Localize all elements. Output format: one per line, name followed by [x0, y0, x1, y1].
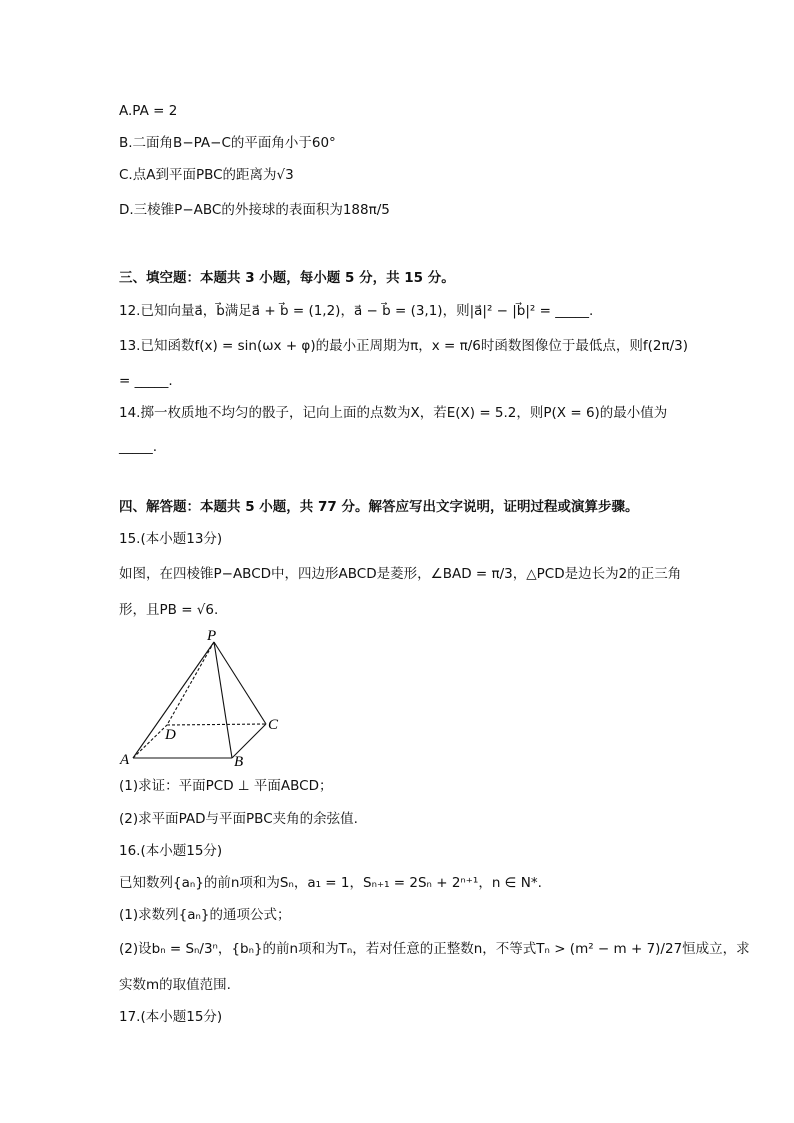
question-15-text-line1: 如图，在四棱锥P−ABCD中，四边形ABCD是菱形，∠BAD = π/3，△PCD是边长为2的正三角	[119, 566, 682, 582]
option-a: A.PA = 2	[119, 103, 178, 119]
question-15-title: 15.(本小题13分)	[119, 531, 223, 547]
question-15-text-line2: 形，且PB = √6.	[119, 602, 219, 618]
question-16-part1: (1)求数列{aₙ}的通项公式；	[119, 907, 291, 923]
option-b: B.二面角B−PA−C的平面角小于60°	[119, 135, 336, 151]
section4-heading: 四、解答题：本题共 5 小题，共 77 分。解答应写出文字说明，证明过程或演算步骤。	[119, 499, 639, 515]
vertex-label-d: D	[165, 727, 176, 743]
vertex-label-a: A	[120, 752, 130, 768]
question-13-line1: 13.已知函数f(x) = sin(ωx + φ)的最小正周期为π，x = π/6时函数图像位于最低点，则f(2π/3)	[119, 338, 689, 354]
question-14-line1: 14.掷一枚质地不均匀的骰子，记向上面的点数为X，若E(X) = 5.2，则P(X = 6)的最小值为	[119, 405, 668, 421]
question-13-line2: = _____.	[119, 373, 173, 389]
question-16-title: 16.(本小题15分)	[119, 843, 223, 859]
question-15-part2: (2)求平面PAD与平面PBC夹角的余弦值.	[119, 811, 358, 827]
question-16-part2-line2: 实数m的取值范围.	[119, 977, 231, 993]
question-17-title: 17.(本小题15分)	[119, 1009, 223, 1025]
vertex-label-c: C	[268, 717, 279, 733]
option-d: D.三棱锥P−ABC的外接球的表面积为188π/5	[119, 202, 390, 218]
vertex-label-p: P	[207, 628, 217, 644]
question-14-line2: _____.	[119, 439, 158, 455]
question-15-part1: (1)求证：平面PCD ⊥ 平面ABCD；	[119, 778, 333, 794]
question-16-part2-line1: (2)设bₙ = Sₙ/3ⁿ，{bₙ}的前n项和为Tₙ，若对任意的正整数n，不等式Tₙ > (m² − m + 7)/27恒成立，求	[119, 941, 750, 957]
section3-heading: 三、填空题：本题共 3 小题，每小题 5 分，共 15 分。	[119, 270, 455, 286]
pyramid-figure	[116, 626, 286, 775]
question-16-text: 已知数列{aₙ}的前n项和为Sₙ，a₁ = 1，Sₙ₊₁ = 2Sₙ + 2ⁿ⁺¹，n ∈ N*.	[119, 875, 542, 891]
vertex-label-b: B	[234, 754, 244, 770]
question-12: 12.已知向量a⃗，b⃗满足a⃗ + b⃗ = (1,2)，a⃗ − b⃗ = (3,1)，则|a⃗|² − |b⃗|² = _____.	[119, 303, 594, 319]
option-c: C.点A到平面PBC的距离为√3	[119, 167, 294, 183]
